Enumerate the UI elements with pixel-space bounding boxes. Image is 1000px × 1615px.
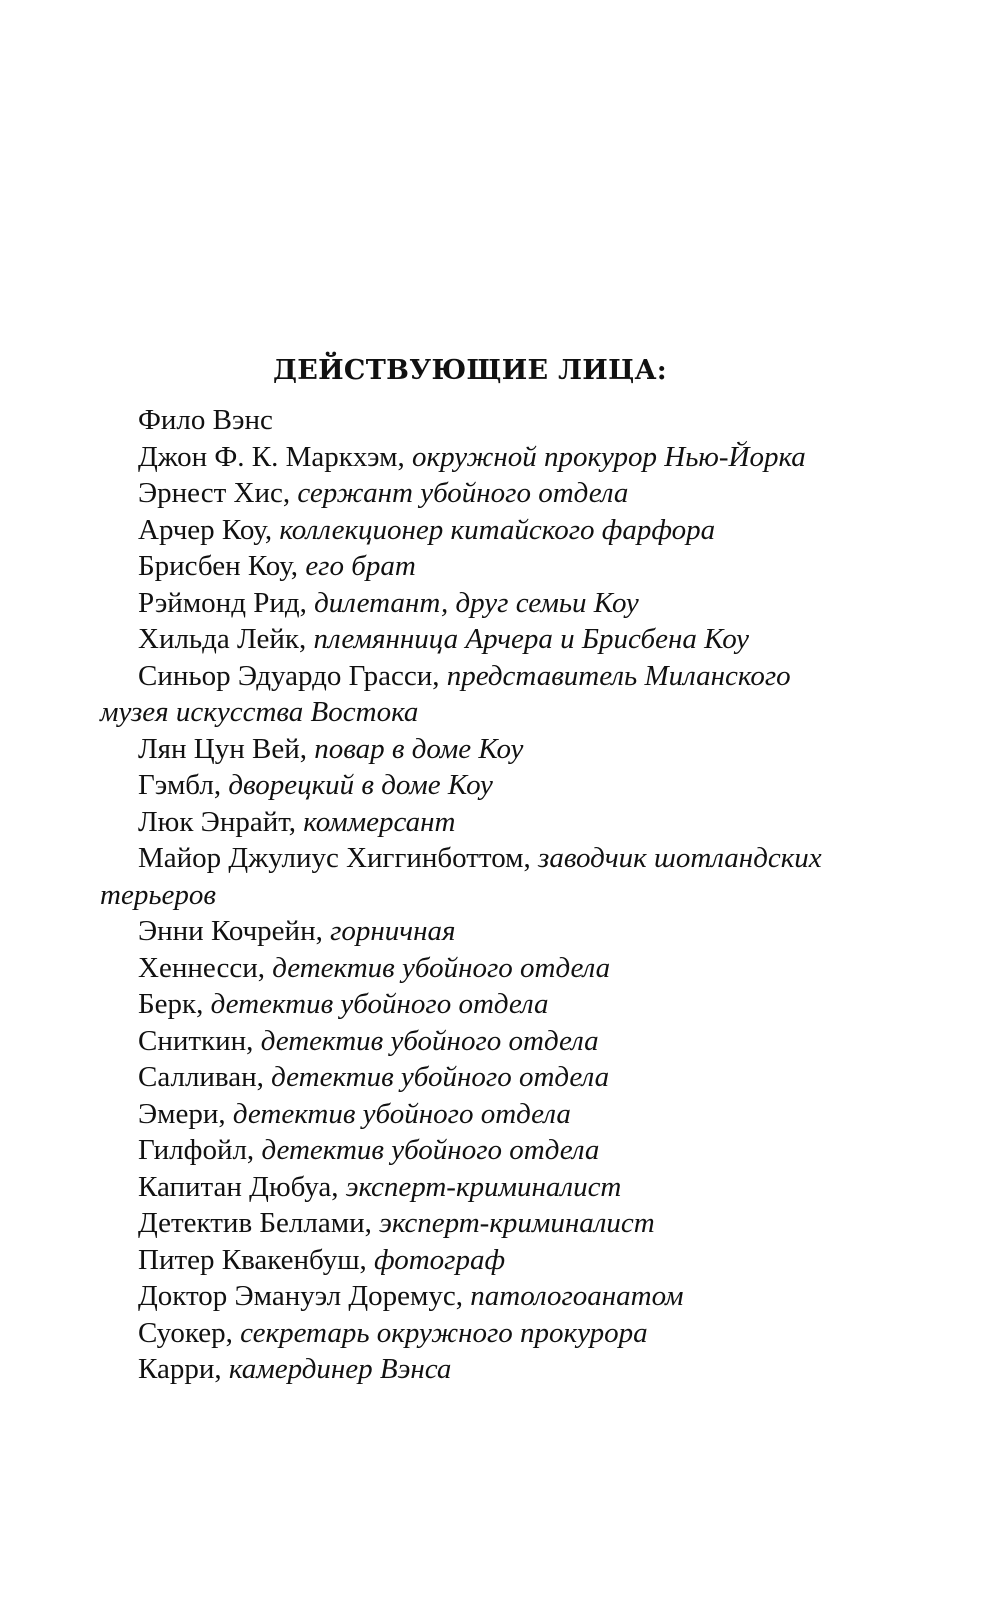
cast-entry (100, 439, 840, 476)
character-role: детектив убойного отдела (210, 988, 549, 1020)
character-role: камердинер Вэнса (228, 1353, 452, 1385)
character-role: горничная (330, 915, 456, 947)
character-name: Эмери, (138, 1097, 233, 1130)
cast-entry (100, 986, 840, 1023)
cast-entry (100, 1315, 840, 1352)
character-name: Салливан, (138, 1061, 272, 1093)
character-role: дилетант, друг семьи Коу (314, 586, 639, 619)
character-name: Гилфойл, (138, 1134, 262, 1166)
character-role: детектив убойного отдела (261, 1134, 600, 1166)
character-role: эксперт-криминалист (345, 1170, 622, 1203)
cast-entry (100, 767, 840, 804)
cast-entry (100, 1169, 840, 1206)
cast-entry (100, 1205, 840, 1242)
character-role: фотограф (374, 1243, 506, 1276)
character-name: Лян Цун Вей, (138, 732, 315, 765)
character-name: Люк Энрайт, (138, 805, 304, 838)
cast-entry (100, 1023, 840, 1060)
cast-entry (100, 621, 840, 658)
cast-entry (100, 1351, 840, 1388)
character-name: Карри, (138, 1353, 229, 1385)
character-role: сержант убойного отдела (297, 477, 629, 509)
character-name: Суокер, (138, 1316, 241, 1349)
cast-entry (100, 585, 840, 622)
character-role: дворецкий в доме Коу (228, 769, 493, 801)
character-role: коммерсант (303, 805, 456, 838)
character-role: эксперт-криминалист (379, 1207, 655, 1239)
character-role: секретарь окружного прокурора (240, 1316, 648, 1349)
character-name: Майор Джулиус Хиггинботтом, (138, 842, 539, 874)
cast-entry (100, 950, 840, 987)
cast-entry (100, 1059, 840, 1096)
character-role: племянница Арчера и Брисбена Коу (313, 623, 750, 655)
character-role: представитель Миланского музея искусства Востока (100, 659, 791, 728)
character-name: Сниткин, (138, 1024, 261, 1057)
cast-entry (100, 475, 840, 512)
character-role: его брат (305, 550, 416, 582)
character-role: детектив убойного отдела (260, 1024, 599, 1057)
cast-entry (100, 1278, 840, 1315)
character-role: заводчик шотландских терьеров (100, 842, 822, 911)
character-role: детектив убойного отдела (271, 1061, 610, 1093)
character-role: детектив убойного отдела (232, 1097, 571, 1130)
character-role: коллекционер китайского фарфора (279, 513, 716, 546)
cast-entry (100, 1132, 840, 1169)
cast-entry (100, 840, 840, 913)
character-name: Доктор Эмануэл Доремус, (138, 1280, 471, 1312)
character-role: детектив убойного отдела (272, 951, 611, 984)
cast-entry (100, 804, 840, 841)
character-name: Джон Ф. К. Маркхэм, (138, 440, 413, 473)
character-name: Хеннесси, (138, 951, 273, 984)
character-role: окружной прокурор Нью-Йорка (412, 440, 806, 473)
cast-entry (100, 658, 840, 731)
character-name: Брисбен Коу, (138, 550, 306, 582)
character-name: Арчер Коу, (138, 513, 280, 546)
cast-entry (100, 913, 840, 950)
character-name: Капитан Дюбуа, (138, 1170, 346, 1203)
character-role: повар в доме Коу (314, 732, 524, 765)
cast-entry (100, 402, 840, 439)
character-name: Энни Кочрейн, (138, 915, 331, 947)
character-name: Рэймонд Рид, (138, 586, 315, 619)
character-name: Гэмбл, (138, 769, 229, 801)
character-name: Хильда Лейк, (138, 623, 314, 655)
cast-entry (100, 548, 840, 585)
cast-list (100, 402, 840, 1388)
character-name: Берк, (138, 988, 211, 1020)
character-name: Синьор Эдуардо Грасси, (138, 659, 447, 692)
cast-entry (100, 1242, 840, 1279)
character-name: Фило Вэнс (138, 404, 273, 436)
character-role: патологоанатом (470, 1280, 684, 1312)
cast-entry (100, 1096, 840, 1133)
page-heading: ДЕЙСТВУЮЩИЕ ЛИЦА: (272, 355, 668, 386)
cast-entry (100, 512, 840, 549)
character-name: Детектив Беллами, (138, 1207, 380, 1239)
character-name: Эрнест Хис, (138, 477, 298, 509)
character-name: Питер Квакенбуш, (138, 1243, 375, 1276)
cast-entry (100, 731, 840, 768)
